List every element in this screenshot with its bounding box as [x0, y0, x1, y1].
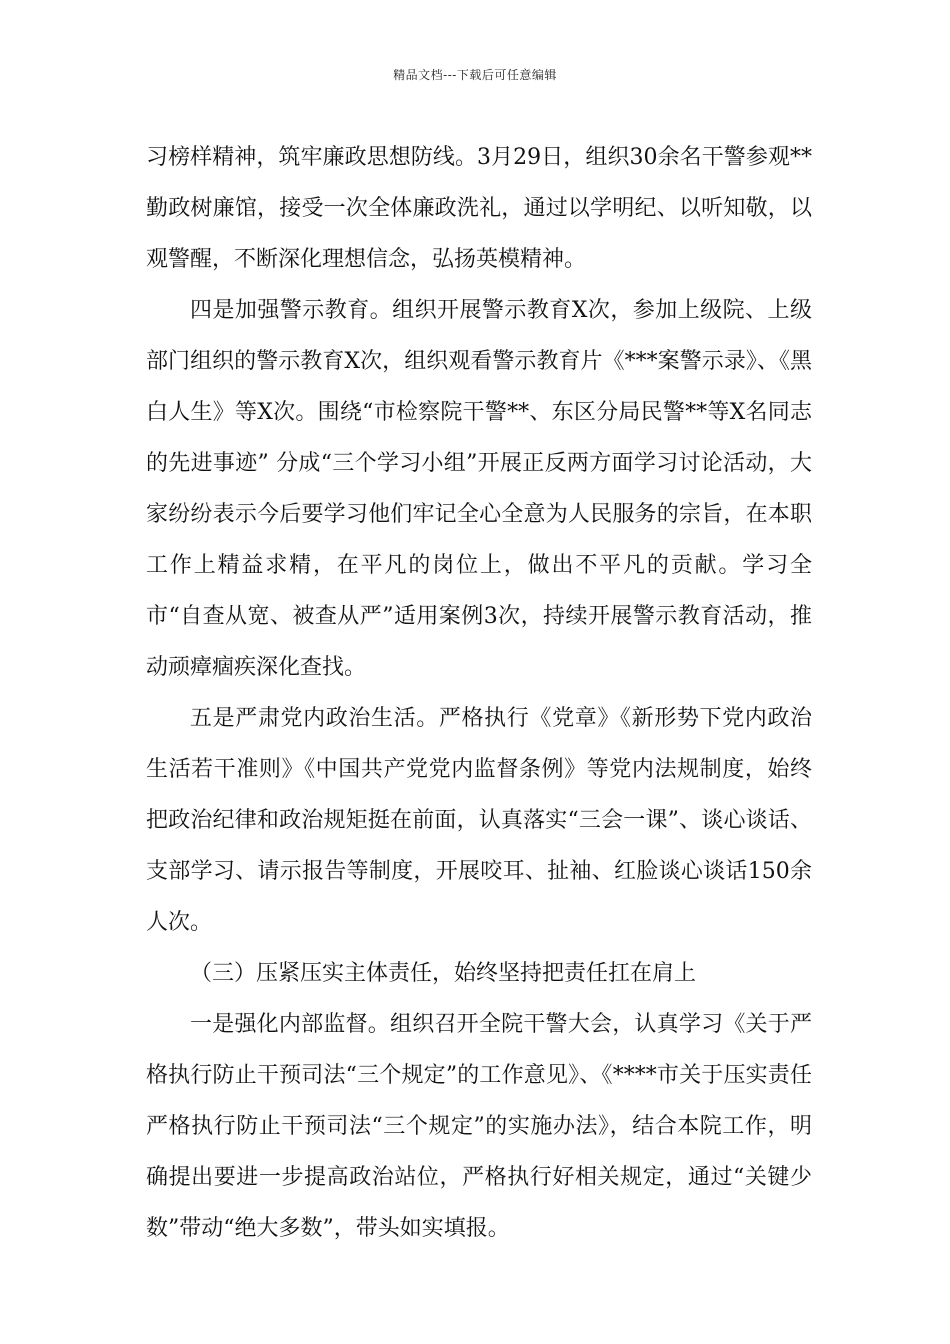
page-header: 精品文档---下载后可任意编辑 [393, 68, 557, 82]
paragraph-warning-education: 四是加强警示教育。组织开展警示教育X次，参加上级院、上级部门组织的警示教育X次，组织观看警示教育片《***案警示录》、《黑白人生》等X次。围绕“市检察院干警**、东区分局民警**等X名同志的先进事迹” 分成“三个学习小组”开展正反两方面学习讨论活动，大家纷纷表示今后要学习他们牢记全心全意为人民服务的宗旨，在本职工作上精益求精，在平凡的岗位上，做出不平凡的贡献。学习全市“自查从宽、被查从严”适用案例3次，持续开展警示教育活动，推动顽瘴痼疾深化查找。 [146, 298, 812, 680]
paragraph-continuation: 习榜样精神，筑牢廉政思想防线。3月29日，组织30余名干警参观**勤政树廉馆，接受一次全体廉政洗礼，通过以学明纪、以听知敬，以观警醒，不断深化理想信念，弘扬英模精神。 [146, 145, 812, 272]
document-body [146, 132, 812, 1254]
section-subheading: （三）压紧压实主体责任，始终坚持把责任扛在肩上 [190, 961, 697, 986]
paragraph-internal-supervision: 一是强化内部监督。组织召开全院干警大会，认真学习《关于严格执行防止干预司法“三个规定”的工作意见》、《****市关于压实责任严格执行防止干预司法“三个规定”的实施办法》，结合本院工作，明确提出要进一步提高政治站位，严格执行好相关规定，通过“关键少数”带动“绝大多数”，带头如实填报。 [146, 1012, 812, 1241]
paragraph-party-political-life: 五是严肃党内政治生活。严格执行《党章》《新形势下党内政治生活若干准则》《中国共产党党内监督条例》等党内法规制度，始终把政治纪律和政治规矩挺在前面，认真落实“三会一课”、谈心谈话、支部学习、请示报告等制度，开展咬耳、扯袖、红脸谈心谈话150余人次。 [146, 706, 812, 935]
